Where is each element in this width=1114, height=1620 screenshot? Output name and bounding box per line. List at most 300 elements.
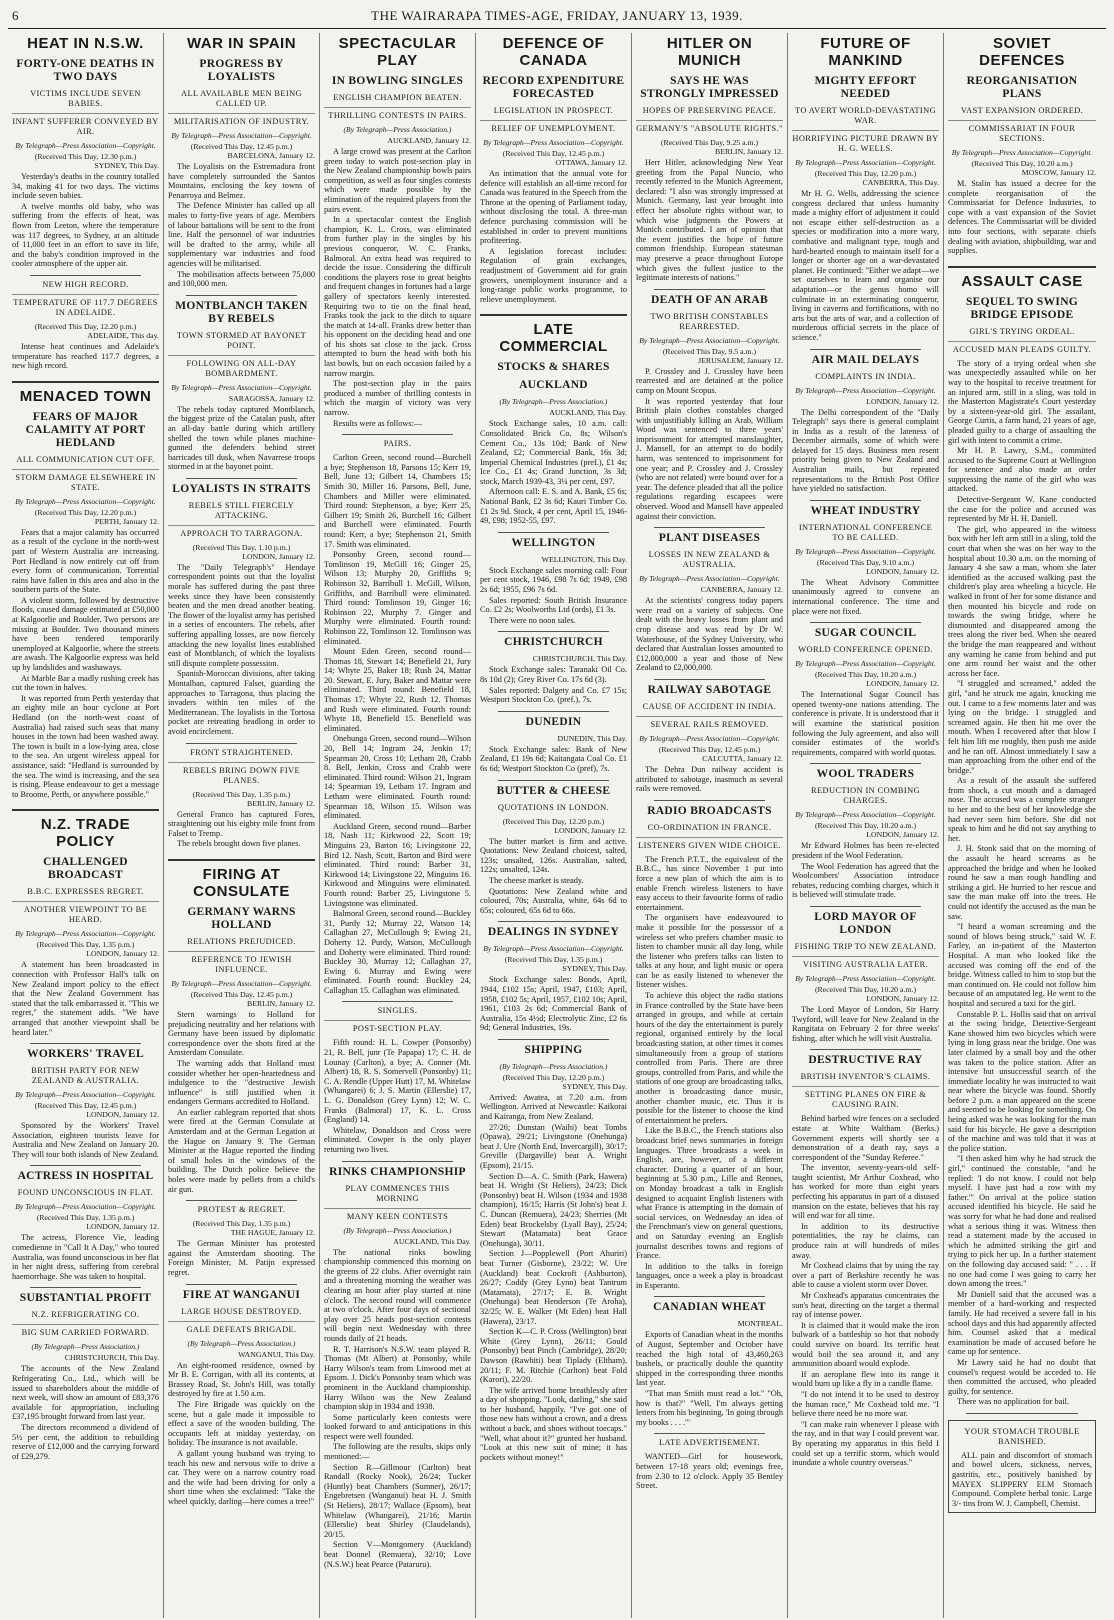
- byline: By Telegraph—Press Association—Copyright.: [15, 929, 156, 939]
- paragraph: "I do not intend it to be used to destroy the human race," Mr Coxhead told me. "I believe there need be no more war.: [792, 1389, 939, 1419]
- deck-headline: GERMANY WARNS HOLLAND: [187, 905, 296, 931]
- paragraph: Results were as follows:—: [333, 418, 423, 428]
- paragraph: Arrived: Awatea, at 7.20 a.m. from Wellington. Arrived at Newcastle: Kaikorai and Kairanga, from New Zealand.: [480, 1092, 627, 1122]
- paragraph: The organisers have endeavoured to make it possible for the possessor of a wireless set who prefers chamber music to listen to chamber music all day long, while the listener who prefers talks can listen to talks at any hour, and light music or opera can be as easily listened to whenever the listener wishes.: [636, 913, 783, 990]
- paragraph: Sales reported: Dalgety and Co. £7 15s; Westport Stockton Co. (pref.), 7s.: [480, 685, 627, 705]
- divider: [342, 1001, 453, 1002]
- divider: [498, 780, 609, 781]
- dateline: LONDON, January 12.: [86, 1222, 159, 1232]
- subheading: PROTEST & REGRET.: [197, 1205, 286, 1215]
- byline: By Telegraph—Press Association—Copyright.: [483, 138, 624, 147]
- paragraph: The Defence Minister has called up all males to forty-five years of age. Members of labour battalions will be sent to the front line. Half the personnel of war industries will be drafted to the army, while all supplementary war industries and food agencies will be militarised.: [168, 201, 315, 268]
- subheading: VAST EXPANSION ORDERED.: [960, 106, 1084, 115]
- paragraph: At Marble Bar a madly rushing creek has cut the town in halves.: [12, 673, 159, 693]
- paragraph: Onehunga Green, second round—Wilson 20, Bell 14; Ingram 24, Jenkin 17; Spearman 20, Cross 10; Letham 28, Crabb 8. Bell, Jenkin, Cross and Crabb were eliminated. Third round: Wilson 21, Ingram 14; Spearman 19, Letham 17. Ingram and Letham were eliminated. Fourth round: Spearman 18, Wilson 15. Wilson was eliminated.: [324, 734, 471, 821]
- paragraph: Mr H. G. Wells, addressing the science congress declared that unless humanity made a mighty effort of adjustment it could not escape either self-destruction as a species or modification into a more wary, combative and malignant type, tough and hard-hearted enough to maintain itself for a longer or shorter age on a war-devastated planet. He continued: "Either we adapt—we set ourselves to learn and organise our adaptation—or the genus homo will culminate in an exterminating conqueror, living in caverns and fortifications, with no arts but the arts of war, and a collection of murderous official secrets in the place of science.": [792, 189, 939, 342]
- dateline: MOSCOW, January 12.: [1021, 168, 1096, 177]
- headline: CANADIAN WHEAT: [653, 1301, 766, 1314]
- deck-headline: RECORD EXPENDITURE FORECASTED: [482, 75, 625, 100]
- paragraph: Afternoon call: E. S. and A. Bank, £5 6s; National Bank, £2 3s 6d; Kauri Timber Co. £1 2s 9d. Stock, 4 per cent, April 15, 1946-49, £98; 1952-55, £97.: [480, 487, 627, 526]
- subheading: APPROACH TO TARRAGONA.: [168, 525, 315, 539]
- divider: [498, 921, 609, 922]
- paragraph: Yesterday's deaths in the country totalled 34, making 41 for two days. The victims include seven babies.: [12, 172, 159, 201]
- deck-headline: FEARS OF MAJOR CALAMITY AT PORT HEDLAND: [25, 410, 146, 449]
- paragraph: Stock Exchange sales: Bonds, April, 1944, £102 15s; April, 1947, £103; April, 1958, £102 5s; April, 1957, £102 10s; April, 1961, £103 2s 6d; Commercial Bank of Australia, 15s 4½d; Electrolytic Zinc, £2 6s 9d; General Industries, 19s.: [480, 975, 627, 1033]
- article: [324, 1006, 471, 1154]
- headline: LOYALISTS IN STRAITS: [172, 482, 311, 495]
- paragraph: Mr Edward Holmes has been re-elected president of the Wool Federation.: [792, 841, 939, 860]
- received-time: (Received This Day, 12.45 p.m.): [502, 149, 605, 158]
- headline: N.Z. TRADE POLICY: [12, 809, 159, 850]
- byline: (By Telegraph—Press Association.): [187, 1338, 296, 1348]
- received-time: (Received This Day, 1.35 p.m.): [504, 955, 603, 965]
- article: [792, 35, 939, 343]
- dateline: THE HAGUE, January 12.: [230, 1228, 315, 1238]
- dateline: PERTH, January 12.: [94, 516, 159, 526]
- article: [636, 532, 783, 673]
- received-time: (Received This Day, 10.20 a.m.): [971, 159, 1073, 168]
- byline: By Telegraph—Press Association—Copyright.: [639, 574, 780, 584]
- paragraph: "I can make rain whenever I please with the ray, and in that way I could prevent war. By operating my apparatus in this field I could set up a terrific storm, which would inundate a whole country overseas.": [792, 1419, 939, 1468]
- divider: [30, 1287, 141, 1288]
- paragraph: Mr H. P. Lawry, S.M., committed accused to the Supreme Court at Wellington for sentence and also made an order suppressing the name of the girl who was attacked.: [948, 446, 1096, 494]
- divider: [186, 478, 297, 479]
- subheading: ANOTHER VIEWPOINT TO BE HEARD.: [12, 901, 159, 925]
- received-time: (Received This Day, 1.35 p.m.): [36, 1213, 135, 1223]
- subheading: HORRIFYING PICTURE DRAWN BY H. G. WELLS.: [792, 130, 939, 154]
- dateline: CALCUTTA, January 12.: [702, 753, 783, 763]
- byline: By Telegraph—Press Association—Copyright.: [795, 810, 936, 820]
- divider: [810, 906, 921, 907]
- received-time: (Received This Day, 12.45 p.m.): [190, 142, 293, 151]
- subheading: HOPES OF PRESERVING PEACE.: [642, 106, 777, 115]
- subheading: SEVERAL RAILS REMOVED.: [636, 716, 783, 730]
- paragraph: The warning adds that Holland must consider whether her open-heartedness and indulgence to the "destructive Jewish influence" is still justified when it endangers Germans accredited to Holland.: [168, 1058, 315, 1107]
- article: [480, 35, 627, 304]
- byline: (By Telegraph—Press Association.): [31, 1342, 140, 1352]
- subheading: ALL AVAILABLE MEN BEING CALLED UP.: [181, 89, 302, 108]
- paragraph: The rebels today captured Montblanch, the biggest prize of the Catalan push, after an all-day battle during which artillery shelled the town while planes machine-gunned the defenders behind street barricades till dusk, when Navarrese troops stormed in at the bayonet point.: [168, 404, 315, 472]
- dateline: LONDON, January 12.: [86, 1110, 159, 1120]
- article: [792, 911, 939, 1043]
- paragraph: There was no application for bail.: [957, 1397, 1069, 1407]
- column-3: [320, 33, 476, 1618]
- paragraph: Like the B.B.C., the French stations also broadcast brief news summaries in foreign languages. Three broadcasts a week in English, are, however, of a different character. During a quarter of an hour, beginning at 5.30 p.m., Lille and Rennes, on Monday broadcast a talk in English designed to acquaint English listeners with what France is attempting in the domain of social services, on Wednesday an idea of the Frenchman's view on general questions, and on Saturday evening an English journalist describes towns and regions of France.: [636, 1126, 783, 1261]
- article: [324, 439, 471, 995]
- divider: [810, 1049, 921, 1050]
- subheading: GIRL'S TRYING ORDEAL.: [969, 326, 1075, 336]
- received-time: (Received This Day, 1.35 p.m.): [36, 940, 135, 950]
- paragraph: Section V—Montgomery (Auckland) beat Donnel (Remuera), 32/10; Love (N.S.W.) beat Pearce (Pataruru).: [324, 1540, 471, 1569]
- paragraph: The girl, who appeared in the witness box with her left arm still in a sling, told the court that when she was on her way to the hospital about 10.30 a.m. on the morning of January 4 she saw a man, whom she later identified as the accused walking past the children's play area wheeling a bicycle. He walked in front of her for some distance and then mounted his bicycle and rode on towards the swing bridge, where he dismounted and disappeared among the trees along the river bed. When she neared the bridge the man reappeared and without any warning he came from behind and put one arm round her waist and the other across her face.: [948, 524, 1096, 678]
- divider: [30, 1165, 141, 1166]
- byline: By Telegraph—Press Association—Copyright.: [795, 385, 936, 395]
- headline: ACTRESS IN HOSPITAL: [17, 1170, 154, 1183]
- dateline: LONDON, January 12.: [866, 830, 939, 840]
- paragraph: The story of a trying ordeal when she was unexpectedly assaulted while on her way to the hospital to receive treatment for an injured arm, still in a sling, was told in the Masterton Magistrate's Court yesterday by a sixteen-year-old girl. The assailant, George Curtis, a farm hand, 21 years of age, pleaded guilty to a charge of assaulting the girl with intent to commit a crime.: [948, 358, 1096, 445]
- paragraph: Stock Exchange sales morning call: Four per cent stock, 1946, £98 7s 6d; 1949, £98 2s 6d; 1955, £96 7s 6d.: [480, 565, 627, 595]
- columns: [8, 33, 1106, 1618]
- paragraph: An earlier cablegram reported that shots were fired at the German Consulate at Amsterdam and at the German Legation at the Hague on January 9. The German Minister at the Hague reported the finding of small holes in the windows of the building. The Dutch police believe the holes were made by pellets from a child's air gun.: [168, 1107, 315, 1194]
- received-time: (Received This Day, 12.45 p.m.): [34, 1101, 137, 1111]
- paragraph: "I struggled and screamed," added the girl, "and he struck me again, knocking me out. I came to a few moments later and was lying on the bridge. I struggled and screamed again. He then hit me over the mouth. When I recovered after that blow I felt him lift me roughly, then push me aside and he ran off. Almost immediately I saw a man approaching from the other end of the bridge.": [948, 679, 1096, 775]
- paragraph: It is claimed that it would make the iron bulwark of a battleship so hot that nobody could survive on board. Its terrific heat would boil the sea around it, and any ammunition aboard would explode.: [792, 1320, 939, 1369]
- subheading: GALE DEFEATS BRIGADE.: [168, 1321, 315, 1335]
- headline: WORKERS' TRAVEL: [27, 1048, 144, 1061]
- headline: WHEAT INDUSTRY: [810, 504, 921, 517]
- headline: DESTRUCTIVE RAY: [808, 1054, 923, 1067]
- paragraph: The Wheat Advisory Committee unanimously agreed to convene an international conference. The time and place were not fixed.: [792, 577, 939, 616]
- divider: [654, 679, 765, 680]
- divider: [30, 275, 141, 276]
- paragraph: "That man Smith must read a lot." "Oh, how is that?" "Well, I'm always getting letters from his beginning, 'In going through my books . . . .'": [636, 1389, 783, 1427]
- received-time: (Received This Day, 12.45 p.m.): [658, 744, 761, 754]
- article: [948, 266, 1096, 1407]
- headline: SUBSTANTIAL PROFIT: [19, 1292, 152, 1305]
- section-heading: SHIPPING: [524, 1043, 583, 1056]
- article: [480, 716, 627, 774]
- subheading: LOSSES IN NEW ZEALAND & AUSTRALIA.: [648, 550, 771, 570]
- byline: (By Telegraph—Press Association.): [343, 125, 452, 134]
- paragraph: Mr Daniell said that the accused was a member of a hard-working and respected family. He had received a severe fall in his school days and this had apparently affected him. Counsel asked that a medical examination be made of accused before he came up for sentence.: [948, 1289, 1096, 1357]
- deck-headline: PROGRESS BY LOYALISTS: [199, 58, 284, 83]
- subheading: RELATIONS PREJUDICED.: [187, 936, 296, 946]
- paragraph: Spanish-Moroccan divisions, after taking Montalban, captured Falset, guarding the approaches to Tarragona, thus placing the invaders within ten miles of the Mediterranean. The loyalists in the Tortosa pocket are retreating headlong in order to avoid encirclement.: [168, 669, 315, 736]
- headline: AIR MAIL DELAYS: [811, 353, 920, 366]
- received-time: (Received This Day, 9.10 a.m.): [816, 557, 915, 567]
- subheading: N.Z. REFRIGERATING CO.: [31, 1310, 140, 1320]
- divider: [810, 500, 921, 501]
- subheading: INFANT SUFFERER CONVEYED BY AIR.: [12, 113, 159, 137]
- dateline: BERLIN, January 12.: [247, 998, 315, 1008]
- dateline: SYDNEY, This Day.: [94, 161, 159, 170]
- byline: By Telegraph—Press Association—Copyright.: [951, 148, 1093, 157]
- subheading: FRONT STRAIGHTENED.: [190, 747, 293, 757]
- paragraph: ALL pain and discomfort of stomach and bowel ulcers, sickness, nerves, gastritis, etc., positively banished by MAYEX SLIPPERY ELM Stomach Compound. Complete herbal tonic. Large 3/- tins from W. J. Campbell, Chemist.: [952, 1450, 1092, 1508]
- divider: [654, 527, 765, 528]
- dateline: LONDON, January 12.: [866, 566, 939, 576]
- subheading: ACCUSED MAN PLEADS GUILTY.: [948, 341, 1096, 355]
- divider: [498, 711, 609, 712]
- paragraph: An eight-roomed residence, owned by Mr B. E. Corrigan, with all its contents, at Brassey Road, St. John's Hill, was totally destroyed by fire at 1.50 a.m.: [168, 1360, 315, 1399]
- dateline: CHRISTCHURCH, This Day.: [64, 1353, 159, 1363]
- received-time: (Received This Day, 1.10 p.m.): [192, 542, 291, 552]
- column-6: [788, 33, 944, 1618]
- divider: [498, 631, 609, 632]
- dateline: CANBERRA, January 12.: [700, 585, 783, 595]
- article: [12, 1170, 159, 1281]
- paragraph: Stock Exchange sales: Taranaki Oil Co. 8s 10d (2); Grey River Co. 17s 6d (3).: [480, 665, 627, 684]
- subheading: CAUSE OF ACCIDENT IN INDIA.: [642, 701, 777, 711]
- subheading: B.B.C. EXPRESSES REGRET.: [27, 887, 144, 897]
- byline: By Telegraph—Press Association—Copyright.: [15, 496, 156, 506]
- dateline: CANBERRA, This Day.: [862, 178, 939, 187]
- byline: By Telegraph—Press Association—Copyright.: [795, 659, 936, 669]
- paragraph: Fears that a major calamity has occurred as a result of the cyclone in the north-west part of Western Australia are increasing. Port Hedland is now entirely cut off from every form of communication. Torrential rains have fallen in this area and also in the southern parts of the State.: [12, 527, 159, 595]
- headline: FIRE AT WANGANUI: [182, 1288, 301, 1301]
- paragraph: A gallant young husband was trying to teach his new and nervous wife to drive a car. They were on a narrow country road and the wife had been driving for only a short time when she exclaimed: "Take the wheel quickly, darling—here comes a tree!": [168, 1448, 315, 1506]
- subheading: LARGE HOUSE DESTROYED.: [181, 1306, 302, 1316]
- article: [792, 768, 939, 900]
- subheading: TO AVERT WORLD-DEVASTATING WAR.: [794, 106, 937, 125]
- paragraph: Sponsored by the Workers' Travel Association, eighteen tourists leave for Australia and New Zealand on January 20. They will tour both islands of New Zealand.: [12, 1121, 160, 1159]
- column-5: [632, 33, 788, 1618]
- divider: [654, 1296, 765, 1297]
- subheading: REDUCTION IN COMBING CHARGES.: [811, 786, 920, 806]
- subheading: MANY KEEN CONTESTS: [324, 1208, 471, 1222]
- article: [12, 1292, 159, 1461]
- section-heading: CHRISTCHURCH: [504, 636, 603, 649]
- byline: By Telegraph—Press Association—Copyright.: [483, 944, 624, 954]
- paragraph: 27/26; Dunstan (Waihi) beat Tombs (Opawa), 29/21; Livingstone (Onehunga) beat J. Ure (North End, Invercargill), 30/17; Greville (Dargaville) beat A. Wright (Epsom), 21/15.: [480, 1122, 627, 1171]
- paragraph: The Delhi correspondent of the "Daily Telegraph" says there is general complaint in India as a result of the lateness of December airmails, some of which were delayed for 15 days. Business men resent priority being given to New Zealand and Australian mails, but repeated representations to the British Post Office have yielded no satisfaction.: [792, 407, 939, 494]
- dateline: ADELAIDE, This day.: [87, 330, 159, 340]
- paragraph: A twelve months old baby, who was suffering from the effects of heat, was flown from Leeton, where the temperature was 117 degrees, to Sydney, at an altitude of 11,000 feet in an effort to save its life, and the baby's condition improved in the cooler atmosphere of the upper air.: [12, 201, 159, 269]
- section-heading: DEALINGS IN SYDNEY: [487, 926, 620, 939]
- article: [12, 381, 159, 800]
- dateline: LONDON, January 12.: [554, 825, 627, 835]
- paragraph: The wife arrived home breathlessly after a day of shopping. "Look, darling," she said to her husband, happily. "I've got one of those new hats without a crown, and a dress without a back, and shoes without toecaps." "Well, what about it?" grunted her husband. "Look at this new suit of mine; it has pockets without money!": [480, 1385, 627, 1462]
- subheading: LATE ADVERTISEMENT.: [659, 1438, 760, 1448]
- divider: [810, 763, 921, 764]
- received-time: (Received This Day, 12.30 p.m.): [34, 152, 137, 161]
- paragraph: The Wool Federation has agreed that the Woolcombers' Association introduce rebates, reducing combing charges, which it is believed will stimulate trade.: [792, 861, 939, 900]
- paragraph: Mr Coxhead claims that by using the ray over a part of Berkshire recently he was able to cause a violent storm over Dover.: [792, 1261, 939, 1290]
- deck-headline: FORTY-ONE DEATHS IN TWO DAYS: [16, 58, 155, 83]
- received-time: (Received This Day, 12.20 p.m.): [502, 816, 605, 826]
- advertisement: [948, 1420, 1096, 1514]
- subheading: FOLLOWING ON ALL-DAY BOMBARDMENT.: [168, 355, 315, 379]
- byline: (By Telegraph—Press Association.): [499, 1061, 608, 1071]
- article: [636, 294, 783, 522]
- paragraph: Some particularly keen contests were looked forward to and anticipations in this respect were well founded.: [324, 1412, 471, 1441]
- paragraph: A legislation forecast includes: Regulation of grain exchanges, readjustment of Government aid for grain growers, unemployment insurance and a long-range public works programme, to relieve unemployment.: [480, 246, 627, 304]
- divider: [810, 622, 921, 623]
- paragraph: A violent storm, followed by destructive floods, caused damage estimated at £50,000 at Kalgoorlie and Boulder. Two persons are missing at Boulder. Two thousand miners have been rendered temporarily unemployed at Kalgoorlie, where the streets are awash. The Kalgoorlie express was held up by landslides and washaways.: [12, 595, 159, 673]
- subheading: REBELS BRING DOWN FIVE PLANES.: [168, 762, 315, 786]
- subheading: LEGISLATION IN PROSPECT.: [493, 106, 614, 115]
- paragraph: In a spectacular contest the English champion, K. L. Cross, was eliminated from further play in the singles by his previous conqueror, W. C. Franks, Balmoral. An extra head was required to decide the issue. Considering the difficult conditions the players rose to great heights and frequent changes in fortunes had a large gallery of spectators keenly interested. Requiring two to tie on the final head, Franks took the jack to the ditch to square the match at 14-all. Franks drew better than his opponent on the deciding head and one of his shots sat close to the jack. Cross attempted to burn the head with both his last bowls, but on each occasion failed by a narrow margin.: [324, 215, 471, 378]
- dateline: LONDON, January 12.: [242, 551, 315, 561]
- paragraph: Stock Exchange sales: Bank of New Zealand, £1 19s 6d; Kaitangata Coal Co. £1 6s 6d; Westport Stockton Co (pref), 7s.: [480, 744, 627, 773]
- paragraph: There were no noon sales.: [489, 615, 576, 625]
- dateline: BERLIN, January 12.: [247, 798, 315, 808]
- dateline: SYDNEY, This Day.: [562, 964, 627, 974]
- deck-headline: IN BOWLING SINGLES: [331, 75, 464, 87]
- dateline: WANGANUI, This Day.: [238, 1349, 315, 1359]
- headline: LATE COMMERCIAL: [480, 314, 627, 355]
- subheading: SINGLES.: [377, 1006, 418, 1016]
- paragraph: The accounts of the New Zealand Refrigerating Co., Ltd., which will be issued to shareholders about the middle of next week, will show an amount of £83,376 available for appropriation, including £37,195 brought forward from last year.: [12, 1364, 159, 1422]
- divider: [654, 1433, 765, 1434]
- dateline: OTTAWA, January 12.: [555, 158, 627, 167]
- paragraph: A statement has been broadcasted in connection with Professor Hall's talk on New Zealand import policy to the effect that the New Zealand Government has stated that the talk embarrassed it. "This we regret," the statement adds. "We have arranged that another viewpoint shall be heard later.": [12, 960, 159, 1037]
- article: [168, 483, 315, 737]
- article: [12, 280, 159, 371]
- dateline: BARCELONA, January 12.: [227, 151, 315, 160]
- paragraph: The directors recommend a dividend of 5½ per cent, the addition to rebuilding reserve of £12,000 and the carrying forward of £29,279.: [12, 1423, 159, 1461]
- article: [168, 1289, 315, 1507]
- dateline: LONDON, January 12.: [86, 949, 159, 959]
- headline: DEATH OF AN ARAB: [651, 293, 768, 306]
- byline: By Telegraph—Press Association—Copyright.: [795, 546, 936, 556]
- subheading: REFERENCE TO JEWISH INFLUENCE.: [168, 951, 315, 975]
- subheading: POST-SECTION PLAY.: [324, 1020, 471, 1034]
- divider: [186, 1200, 297, 1201]
- subheading: LISTENERS GIVEN WIDE CHOICE.: [636, 837, 783, 851]
- paragraph: Behind barbed wire fences on a secluded estate at White Waltham (Berks.) Government experts will shortly see a demonstration of a death ray, says a correspondent of the "Sunday Referee.": [792, 1114, 939, 1162]
- deck-headline: SEQUEL TO SWING BRIDGE EPISODE: [965, 295, 1079, 321]
- article: [480, 926, 627, 1033]
- paragraph: J. H. Stonk said that on the morning of the assault he heard screams as he approached the bridge and when he looked round he saw a man rough handling and striking a girl. He hurried to her rescue and saw the man make off into the trees. He could not identify the accused as the man he saw.: [948, 844, 1096, 921]
- paragraph: The German Minister has protested against the Amsterdam shooting. The Foreign Minister, M. Patijn expressed regret.: [168, 1239, 315, 1277]
- divider: [186, 295, 297, 296]
- paragraph: At the scientists' congress today papers were read on a variety of subjects. One dealt with the heavy losses from plant and crop disease and was read by Dr W. Waterhouse, of the Sydney University, who declared that Australian losses amounted to £12,000,000 a year and those of New Zealand to £2,000,000.: [636, 596, 783, 673]
- dateline: BERLIN, January 12.: [715, 147, 783, 156]
- dateline: SARAGOSSA, January 12.: [228, 393, 315, 403]
- subheading: STORM DAMAGE ELSEWHERE IN STATE.: [12, 469, 159, 493]
- dateline: LONDON, January 12.: [866, 679, 939, 689]
- byline: By Telegraph—Press Association—Copyright.: [15, 1090, 156, 1100]
- article: [324, 1166, 471, 1570]
- subheading: VICTIMS INCLUDE SEVEN BABIES.: [30, 89, 141, 108]
- article: [792, 627, 939, 757]
- headline: RINKS CHAMPIONSHIP: [329, 1165, 466, 1178]
- column-2: [164, 33, 320, 1618]
- paragraph: Sales reported: South British Insurance Co. £2 2s; Woolworths Ltd (ords), £1 3s.: [480, 595, 627, 615]
- paragraph: The Lord Mayor of London, Sir Harry Twyford, will leave for New Zealand in the Rangitata on February 2 for three weeks' fishing, after which he will visit Australia.: [792, 1004, 939, 1043]
- dateline: WELLINGTON, This Day.: [541, 554, 627, 564]
- divider: [966, 1413, 1078, 1414]
- paragraph: Carlton Green, second round—Burchell a bye; Stephenson 18, Parsons 15; Kerr 19, Bell, June 13; Gilbert 14, Chambers 15; Smith 30, Miller 16. Parsons, Bell, June, Chambers and Miller were eliminated. Third round: Stephenson, a bye; Kerr 25, Gilbert 19; Smith 26, Burchell 16; Gilbert and Burchell were eliminated. Fourth round: Kerr, a bye; Stephenson 21, Smith 17. Smith was eliminated.: [324, 453, 471, 549]
- subheading: TWO BRITISH CONSTABLES REARRESTED.: [650, 311, 769, 331]
- divider: [654, 800, 765, 801]
- headline: MONTBLANCH TAKEN BY REBELS: [175, 299, 308, 325]
- dateline: AUCKLAND, This Day.: [393, 1236, 471, 1246]
- headline: HITLER ON MUNICH: [666, 35, 753, 69]
- divider: [186, 1284, 297, 1285]
- deck-headline: STOCKS & SHARES: [497, 361, 610, 374]
- received-time: (Received This Day, 9.25 a.m.): [660, 138, 759, 147]
- masthead-title: THE WAIRARAPA TIMES-AGE, FRIDAY, JANUARY 13, 1939.: [371, 8, 743, 23]
- received-time: (Received This Day, 12.20 p.m.): [502, 1072, 605, 1082]
- paragraph: The Dehra Dun railway accident is attributed to sabotage, inasmuch as several rails were removed.: [636, 764, 783, 794]
- headline: SUGAR COUNCIL: [814, 627, 917, 640]
- dateline: CHRISTCHURCH, This Day.: [532, 654, 627, 664]
- article: [636, 1301, 783, 1427]
- byline: By Telegraph—Press Association—Copyright.: [795, 158, 936, 167]
- dateline: DUNEDIN, This Day.: [557, 733, 627, 743]
- article: [480, 537, 627, 626]
- paragraph: Quotations: New Zealand white and coloured, 70s; Australia, white, 64s 6d to 65s; coloured, 65s 6d to 66s.: [480, 886, 627, 915]
- divider: [342, 434, 453, 435]
- subheading: QUOTATIONS IN LONDON.: [497, 802, 610, 812]
- masthead: [8, 6, 1106, 29]
- column-7: [944, 33, 1100, 1618]
- headline: RADIO BROADCASTS: [647, 804, 772, 817]
- subheading: PAIRS.: [383, 439, 412, 449]
- paragraph: The post-section play in the pairs produced a number of thrilling contests in which the margin of victory was very narrow.: [324, 379, 471, 418]
- dateline: AUCKLAND, This Day.: [549, 408, 627, 418]
- paragraph: In addition to the talks in foreign languages, once a week a play is broadcast in Esperanto.: [636, 1261, 783, 1290]
- paragraph: Mr Lawry said he had no doubt that counsel's request would be acceded to. He then committed the accused, who pleaded guilty, for sentence.: [948, 1357, 1096, 1396]
- paragraph: Detective-Sergeant W. Kane conducted the case for the police and accused was represented by Mr H. H. Daniell.: [948, 495, 1096, 524]
- paragraph: Whitelaw, Donaldson and Cross were eliminated. Cowper is the only player returning two lives.: [324, 1125, 471, 1154]
- paragraph: Auckland Green, second round—Barber 18, Nash 11; Kirkwood 22, Scott 19; Minguins 23, Barton 16; Livingstone 22, Bird 12. Nash, Scott, Barton and Bird were eliminated. Third round: Barber 31, Kirkwood 14; Livingstone 22, Minguins 16. Kirkwood and Minguins were eliminated. Fourth round: Barber 25, Livingstone 5. Livingstone was eliminated.: [324, 821, 471, 908]
- paragraph: "I heard a woman screaming and the sound of blows being struck," said W. F. Farley, an in-patient of the Masterton Hospital. A man who looked like the accused was coming off the end of the bridge. Witness called to him to stop but the man continued on. He could not follow him because of an amputated leg. He went to the hospital and secured a taxi for the girl.: [948, 922, 1096, 1008]
- paragraph: It was reported from Perth yesterday that an eighty mile an hour cyclone at Port Hedland (on the north-west coast of Australia) had raised such seas that many houses in the town had been washed away. The town is built in a low-lying area, close to the sea. An urgent wireless appeal for assistance, said: "Hedland is surrounded by the sea. The wind is increasing, and the sea is rising. Please endeavour to get a message to Broome, Perth, or anywhere possible.": [12, 693, 159, 799]
- divider: [342, 1161, 453, 1162]
- article: [168, 748, 315, 849]
- paragraph: Herr Hitler, acknowledging New Year greeting from the Papal Nuncio, who recently referred to the Munich Agreement, declared: "I also was strongly impressed at Munich. Germany, last year brought into effect her absolute rights without war, to which wise judgments the Powers at Munich contributed. I am of opinion that the event justifies the hope of future common friendship. European statesman may preserve a peace throughout Europe which gives the fullest justice to the legitimate interests of nations.": [636, 158, 783, 283]
- paragraph: Exports of Canadian wheat in the months of August, September and October have reached the high total of 43,460,263 bushels, or practically double the quantity shipped in the corresponding three months last year.: [636, 1330, 783, 1388]
- paragraph: Stock Exchange sales, 10 a.m. call: Consolidated Brick Co. 8s; Wilson's Cement Co., 13s 10d; Bank of New Zealand, £2; Commercial Bank, 16s 3d; Imperial Chemical Industries (pref.), £1 4s; Ice Co., £1 4s; Grand Junction, 3s 3d; stock, March 1939-43, 3¼ per cent, £97.: [480, 419, 627, 486]
- column-4: [476, 33, 632, 1618]
- paragraph: It was reported yesterday that four British plain clothes constables charged with unjustifiably killing an Arab, William Wood was sentenced to three years' imprisonment for attempted manslaughter, J. Mansell, for an attempt to do bodily harm, was sentenced to imprisonment for one year; and P. Crossley and J. Crossley (who are not related) were bound over for a year. The defence pleaded that all the police regulations regarding escapees were observed. Wood and Mansell have appealed against their conviction.: [636, 396, 783, 521]
- deck-headline: CHALLENGED BROADCAST: [43, 856, 128, 882]
- paragraph: The cheese market is steady.: [489, 875, 584, 885]
- paragraph: Section J—Popplewell (Port Ahuriri) beat Turner (Gisborne), 23/22; W. Ure (Auckland) beat Cockroft (Ashburton), 26/27; Coddy (Grey Lynn) beat Tantrum (Matamata), 27/17; E. B. Wright (Onehunga) beat Henderson (Te Aroha), 32/25; W. E. Walker (Mt Eden) beat Hall (Hawera), 23/17.: [480, 1249, 627, 1326]
- paragraph: Section D—A. C. Smith (Park, Hawera) beat H. Wright (St Heliers), 24/23; Dick (Ponsonby) beat H. Wilson (1934 and 1938 champion), 16/15; Harris (St John's) beat J. C. Duncan (Remuera), 24/23; Sherries (Mt Eden) beat Brockelsby (Lyall Bay), 25/24; Stewart (Matamata) beat Grace (Onehunga), 30/11.: [480, 1171, 627, 1248]
- paragraph: The following are the results, skips only mentioned:—: [324, 1442, 471, 1462]
- article: [168, 859, 315, 1194]
- subheading: ENGLISH CHAMPION BEATEN.: [333, 93, 462, 102]
- dateline: MONTREAL.: [737, 1319, 783, 1329]
- article: [12, 35, 159, 269]
- byline: By Telegraph—Press Association—Copyright.: [795, 973, 936, 983]
- paragraph: The mobilisation affects between 75,000 and 100,000 men.: [168, 269, 315, 289]
- paragraph: The French P.T.T., the equivalent of the B.B.C., has since November 1 put into force a new plan of which the aim is to enable French wireless listeners to have easy access to their favourite forms of radio entertainment.: [636, 854, 783, 912]
- paragraph: Fifth round: H. L. Cowper (Ponsonby) 21, R. Bell, junr (Te Papapa) 17; C. H. de Lounay (Carlton), a bye; A. Conner (Mt. Albert) 18, R. S. Somervell (Ponsonby) 11; C. A. Rendle (Upper Hutt) 17, M. Whitelaw (Whangarei) 6; J. S. Martin (Ellerslie) 17, L. G. Donaldson (Grey Lynn) 12; W. C. Franks (Balmoral) 17, K. L. Cross (England) 14.: [324, 1038, 471, 1125]
- paragraph: The Fire Brigade was quickly on the scene, but a gale made it impossible to effect a save of the wooden building. The occupants left at midday yesterday, on holiday. The insurance is not available.: [168, 1399, 315, 1448]
- subheading: CO-ORDINATION IN FRANCE.: [647, 822, 772, 832]
- divider: [498, 1039, 609, 1040]
- paragraph: The actress, Florence Vie, leading comedienne in "Call It A Day," who toured Australia, was found unconscious in her flat in her night dress, suffering from cerebral haemorrhage. She was taken to hospital.: [12, 1233, 159, 1281]
- byline: (By Telegraph—Press Association.): [343, 1225, 452, 1235]
- headline: MENACED TOWN: [12, 381, 159, 405]
- dateline: LONDON, January 12.: [866, 396, 939, 406]
- byline: By Telegraph—Press Association—Copyright.: [171, 382, 312, 392]
- byline: By Telegraph—Press Association—Copyright.: [15, 141, 156, 150]
- received-time: (Received This Day, 12.20 p.m.): [34, 321, 137, 331]
- paragraph: An intimation that the annual vote for defence will establish an all-time record for Canada was featured in the Speech from the Throne at the opening of Parliament today, without disclosing the total. A three-man defence purchasing commission will be established in order to prevent munitions profiteering.: [480, 169, 627, 246]
- article: [636, 805, 783, 1291]
- subheading: BRITISH PARTY FOR NEW ZEALAND & AUSTRALIA.: [31, 1066, 140, 1086]
- article: [636, 35, 783, 283]
- paragraph: Section R—Gillmour (Carlton) beat Randall (Rocky Nook), 26/24; Tucker (Huntly) beat Chambers (Sumner), 26/17; Engebretsen (Wanganui) beat H. J. Smith (St Heliers), 28/17; Wallace (Epsom), beat Whitelaw (Whangarei), 21/16; Martin (Ellerslie) beat Shirley (Claudelands), 20/15.: [324, 1462, 471, 1539]
- headline: DEFENCE OF CANADA: [502, 35, 605, 69]
- byline: By Telegraph—Press Association—Copyright.: [639, 733, 780, 743]
- paragraph: Mr Coxhead's apparatus concentrates the sun's heat, directing on the target a thermal ray of intense power.: [792, 1291, 939, 1320]
- paragraph: General Franco has captured Fores, straightening out his eighty mile front from Falset to Tremp.: [168, 809, 315, 838]
- article: [480, 314, 627, 526]
- subheading: MILITARISATION OF INDUSTRY.: [168, 113, 315, 127]
- paragraph: The "Daily Telegraph's" Hendaye correspondent points out that the loyalist morale has suffered during the past three weeks since they have been consistently beaten and the men dread another beating. The flower of the loyalist army has perished in a series of encounters. The rebels, after suffering appalling losses, are now fiercely attacking the new loyalist lines established east of Montblanch, of which the loyalists still dispute complete possession.: [168, 562, 315, 668]
- subheading: PLAY COMMENCES THIS MORNING: [345, 1183, 450, 1203]
- paragraph: To achieve this object the radio stations in France controlled by the State have been arranged in groups, and while at certain hours of the day the entertainment is purely regional, organised entirely by the local broadcasting station, at other times it comes simultaneously from a group of stations controlled from Paris. There are three groups, controlled from Paris, and while the stations of one group are broadcasting talks, another is broadcasting dance music, another chamber music, etc. Thus it is possible for the listener to choose the kind of entertainment he prefers.: [636, 991, 783, 1125]
- paragraph: The rebels brought down five planes.: [177, 839, 301, 849]
- paragraph: Stern warnings to Holland for prejudicing neutrality and her relations with Germany have been issued by diplomatic correspondence over the shots fired at the Amsterdam Consulate.: [168, 1009, 315, 1058]
- subheading: TEMPERATURE OF 117.7 DEGREES IN ADELAIDE.: [12, 294, 159, 318]
- headline: SPECTACULAR PLAY: [338, 35, 457, 69]
- subheading: COMMISSARIAT IN FOUR SECTIONS.: [948, 120, 1096, 144]
- subheading: VISITING AUSTRALIA LATER.: [792, 956, 939, 970]
- deck-headline: MIGHTY EFFORT NEEDED: [814, 75, 917, 100]
- section-heading: DUNEDIN: [525, 715, 582, 728]
- paragraph: The International Sugar Council has opened twenty-one nations attending. The conference is private. It is understood that it will examine the statistical position following the July agreement, and also will consider estimates of the world's requirements, compared with world quotas.: [792, 690, 939, 757]
- headline: RAILWAY SABOTAGE: [647, 683, 772, 696]
- paragraph: R. T. Harrison's N.S.W. team played R. Thomas (Mt Albert) at Ponsonby, while Harry Wilson's team from Linwood met at Epsom. J. Dick's Ponsonby team which was prominent in the Auckland championship. Harry Wilson was the New Zealand champion skip in 1934 and 1938.: [324, 1344, 471, 1412]
